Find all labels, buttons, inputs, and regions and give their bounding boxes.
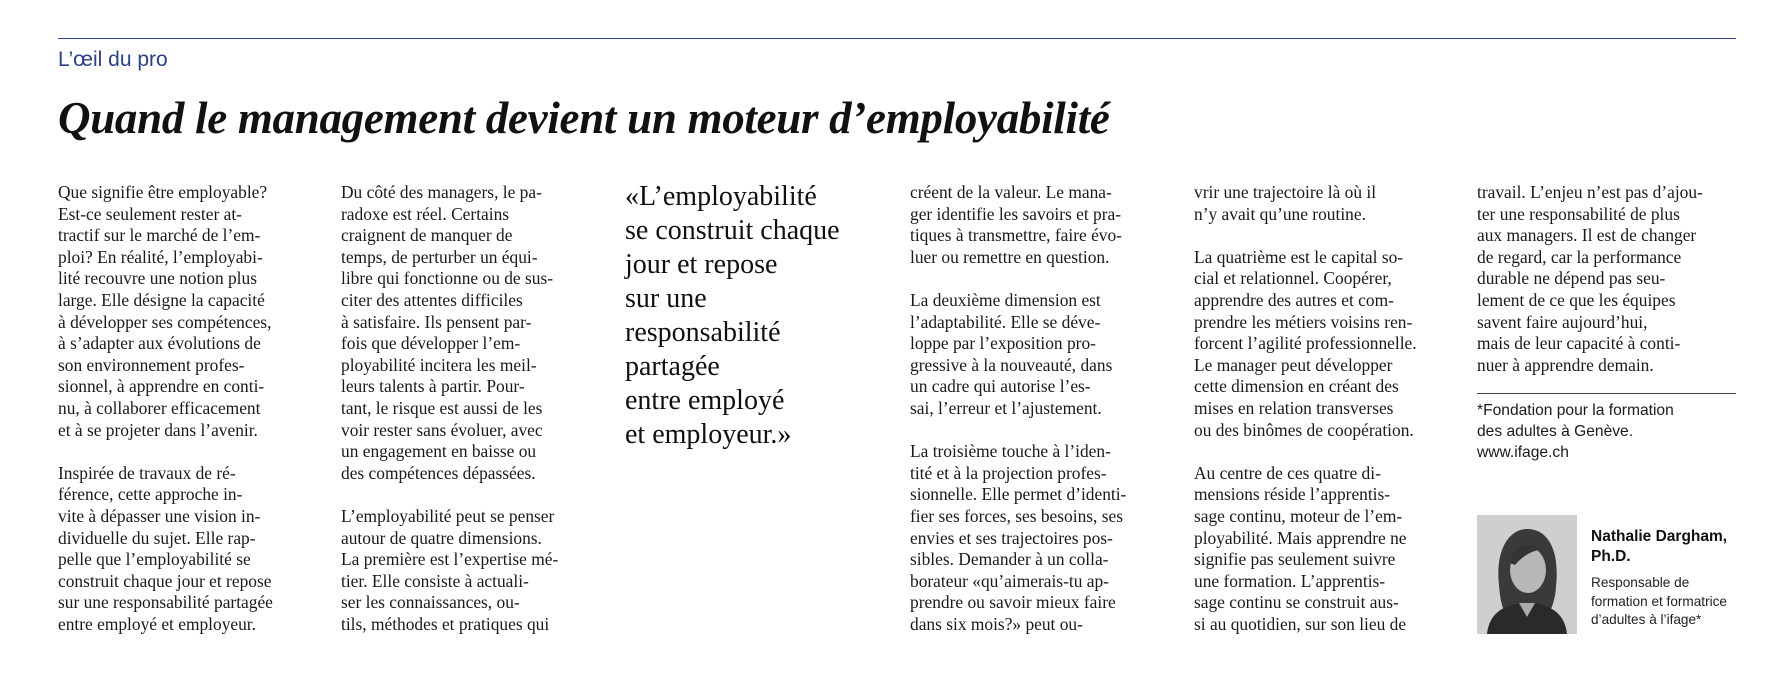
footnote-rule	[1477, 393, 1736, 394]
article-column-1	[58, 182, 318, 657]
article-column-4	[910, 182, 1170, 657]
author-box	[1477, 515, 1737, 635]
paragraph: Que signifie être employable? Est-ce seulement rester at- tractif sur le marché de l’em- ploi? En réalité, l’employabi- lité recouvre une notion plus large. Elle désigne la capacité à développer ses compétences, à s’adapter aux évolutions de son environnement profes- sionnel, à apprendre en conti- nu, à collaborer efficacement et à se projeter dans l’avenir.	[58, 182, 272, 440]
author-photo	[1477, 515, 1577, 634]
top-rule	[58, 38, 1736, 39]
footnote-link: www.ifage.ch	[1477, 444, 1569, 461]
author-name: Nathalie Dargham, Ph.D.	[1591, 528, 1728, 565]
paragraph: travail. L’enjeu n’est pas d’ajou- ter une responsabilité de plus aux managers. Il est de changer de regard, car la performance durable ne dépend pas seu- lement de ce que les équipes savent faire aujourd’hui, mais de leur capacité à conti- nuer à apprendre demain.	[1477, 182, 1703, 375]
footnote	[1477, 400, 1739, 463]
paragraph: Du côté des managers, le pa- radoxe est réel. Certains craignent de manquer de temps, de perturber un équi- libre qui fonctionne ou de sus- citer des attentes difficiles à satisfaire. Ils pensent par- fois que développer l’em- ployabilité incitera les meil- leurs talents à partir. Pour- tant, le risque est aussi de les voir rester sans évoluer, avec un engagement en baisse ou des compétences dépassées.	[341, 182, 554, 483]
author-role: Responsable de formation et formatrice d’adultes à l’ifage*	[1591, 575, 1727, 627]
paragraph: Au centre de ces quatre di- mensions réside l’apprentis- sage continu, moteur de l’em- ployabilité. Mais apprendre ne signifie pas seulement suivre une formation. L’apprentis- sage continu se construit aus- si au quotidien, sur son lieu de	[1194, 462, 1407, 634]
paragraph: vrir une trajectoire là où il n’y avait qu’une routine.	[1194, 182, 1377, 224]
footnote-line: *Fondation pour la formation	[1477, 402, 1674, 419]
paragraph: créent de la valeur. Le mana- ger identifie les savoirs et pra- tiques à transmettre, faire évo- luer ou remettre en question.	[910, 182, 1122, 267]
paragraph: La quatrième est le capital so- cial et relationnel. Coopérer, apprendre des autres et com- prendre les métiers voisins ren- forcent l’agilité professionnelle. Le manager peut développer cette dimension en créant des mises en relation transverses ou des binômes de coopération.	[1194, 246, 1417, 440]
section-kicker: L’œil du pro	[58, 48, 168, 71]
author-portrait-image	[1477, 515, 1577, 634]
paragraph: L’employabilité peut se penser autour de quatre dimensions. La première est l’expertise mé- tier. Elle consiste à actuali- ser les connaissances, ou- tils, méthodes et pratiques qui	[341, 505, 559, 634]
paragraph: Inspirée de travaux de ré- férence, cette approche in- vite à dépasser une vision in- dividuelle du sujet. Elle rap- pelle que l’employabilité se construit chaque jour et repose sur une responsabilité partagée entre employé et employeur.	[58, 462, 273, 634]
footnote-line: des adultes à Genève.	[1477, 423, 1634, 440]
paragraph: La deuxième dimension est l’adaptabilité. Elle se déve- loppe par l’exposition pro- gressive à la nouveauté, dans un cadre qui autorise l’es- sai, l’erreur et l’ajustement.	[910, 289, 1113, 418]
pull-quote: «L’employabilité se construit chaque jour et repose sur une responsabilité partagée entre employé et employeur.»	[625, 181, 840, 450]
article-column-2	[341, 182, 601, 657]
article-column-5	[1194, 182, 1464, 657]
article-column-6	[1477, 182, 1739, 398]
article-headline: Quand le management devient un moteur d’employabilité	[58, 93, 1110, 143]
paragraph: La troisième touche à l’iden- tité et à la projection profes- sionnelle. Elle permet d’identi- fier ses forces, ses besoins, ses envies et ses trajectoires pos- sibles. Demander à un colla- borateur «qu’aimerais-tu ap- prendre ou savoir mieux faire dans six mois?» peut ou-	[910, 441, 1127, 634]
